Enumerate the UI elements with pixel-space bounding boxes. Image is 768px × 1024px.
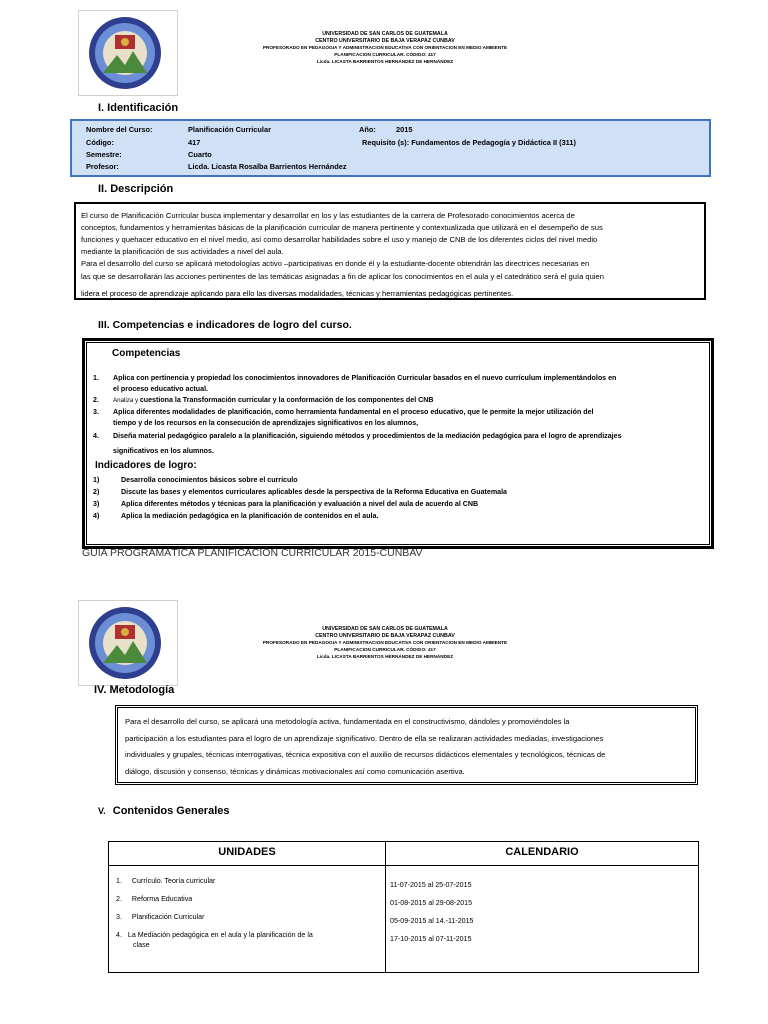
header-line: PLANIFICACION CURRICULAR. CÓDIGO: 417 bbox=[334, 51, 436, 57]
label-profesor: Profesor: bbox=[86, 162, 119, 171]
unit-item bbox=[116, 913, 204, 921]
list-number: 1. bbox=[93, 374, 99, 382]
competencia-text: el proceso educativo actual. bbox=[113, 385, 209, 394]
list-number: 4. bbox=[116, 931, 122, 939]
unit-text: La Mediación pedagógica en el aula y la planificación de la bbox=[127, 931, 313, 939]
competencia-text: Aplica diferentes modalidades de planificación, como herramienta fundamental en el proceso educativo, que le permite la mejor utilización del bbox=[113, 408, 594, 416]
descripcion-line: El curso de Planificación Curricular busca implementar y desarrollar en los y las estudiantes de la carrera de Profesorado conocimientos acerca de bbox=[81, 211, 575, 220]
value-nombre: Planificación Curricular bbox=[188, 125, 271, 134]
list-number: 2. bbox=[116, 895, 122, 903]
indicador-text: Desarrolla conocimientos básicos sobre el currículo bbox=[121, 476, 298, 484]
identification-table bbox=[70, 119, 711, 177]
unit-text: Planificación Curricular bbox=[131, 913, 205, 921]
competencia-item bbox=[93, 407, 703, 430]
descripcion-line: conceptos, fundamentos y herramientas básicas de la planificación curricular de manera pertinente y contextualizada que utilizará en el desempeño de sus bbox=[81, 223, 603, 233]
competencia-item bbox=[93, 431, 703, 458]
page-header bbox=[200, 626, 570, 661]
header-line: Licda. LICASTA BARRIENTOS HERNÁNDEZ DE HERNÁNDEZ bbox=[316, 653, 454, 659]
section-title-contenidos bbox=[98, 805, 230, 817]
value-anio: 2015 bbox=[396, 125, 413, 134]
unit-text-continuation: clase bbox=[133, 941, 150, 949]
indicadores-title: Indicadores de logro: bbox=[95, 460, 197, 471]
list-number: 4. bbox=[93, 432, 99, 440]
table-divider-horizontal bbox=[109, 865, 698, 866]
header-line: Licda. LICASTA BARRIENTOS HERNÁNDEZ DE HERNÁNDEZ bbox=[316, 58, 454, 64]
competencia-text: cuestiona la Transformación curricular y la conformación de los componentes del CNB bbox=[139, 396, 434, 404]
indicador-text: Discute las bases y elementos curriculares aplicables desde la perspectiva de la Reforma Educativa en Guatemala bbox=[121, 488, 507, 496]
section-title-metodologia: IV. Metodología bbox=[94, 684, 175, 696]
list-number: 1) bbox=[93, 476, 100, 484]
seal-icon bbox=[87, 15, 163, 91]
unit-text: Reforma Educativa bbox=[131, 895, 193, 903]
section-title-descripcion: II. Descripción bbox=[98, 183, 174, 195]
value-semestre: Cuarto bbox=[188, 150, 212, 159]
university-logo bbox=[78, 600, 178, 686]
value-profesor: Licda. Licasta Rosalba Barrientos Hernández bbox=[188, 162, 347, 171]
list-number: 2. bbox=[93, 396, 99, 404]
list-number: 3. bbox=[93, 408, 99, 416]
column-header-calendario: CALENDARIO bbox=[505, 846, 579, 858]
label-semestre: Semestre: bbox=[86, 150, 122, 159]
page-footer-title: GUÍA PROGRAMÁTICA PLANIFICACIÓN CURRICULAR 2015-CUNBAV bbox=[82, 547, 423, 559]
university-logo bbox=[78, 10, 178, 96]
indicador-item bbox=[93, 487, 703, 498]
column-header-unidades: UNIDADES bbox=[218, 846, 276, 858]
table-divider-vertical bbox=[385, 842, 386, 972]
contenidos-table bbox=[108, 841, 699, 973]
section-title-identificacion: I. Identificación bbox=[98, 102, 179, 114]
indicador-item bbox=[93, 499, 703, 510]
header-line: UNIVERSIDAD DE SAN CARLOS DE GUATEMALA bbox=[322, 626, 448, 632]
indicador-item bbox=[93, 475, 703, 486]
seal-icon bbox=[87, 605, 163, 681]
header-line: CENTRO UNIVERSITARIO DE BAJA VERAPAZ CUNBAV bbox=[315, 632, 455, 639]
unit-item bbox=[116, 895, 192, 903]
competencia-text: tiempo y de los recursos en la consecución de aprendizajes significativos en los alumnos, bbox=[113, 419, 419, 428]
competencia-text: Aplica con pertinencia y propiedad los conocimientos innovadores de Planificación Curricular basados en el nuevo currículum implementándolos en bbox=[113, 374, 617, 382]
label-codigo: Código: bbox=[86, 138, 114, 147]
list-number: 3. bbox=[116, 913, 122, 921]
descripcion-line: mediante la planificación de sus actividades a nivel del aula. bbox=[81, 247, 284, 257]
descripcion-line: funciones y quehacer educativo en el nivel medio, así como desarrollar habilidades sobre el uso y manejo de CNB de los diferentes ciclos del nivel medio bbox=[81, 235, 598, 245]
metodologia-box bbox=[115, 705, 698, 785]
header-line: PLANIFICACION CURRICULAR. CÓDIGO: 417 bbox=[334, 646, 436, 652]
descripcion-box bbox=[74, 202, 706, 300]
header-line: UNIVERSIDAD DE SAN CARLOS DE GUATEMALA bbox=[322, 31, 448, 37]
metodologia-line: individuales y grupales, técnicas interrogativas, técnica expositiva con el auxilio de recursos didácticos elementales y tecnológicos, técnicas de bbox=[125, 750, 606, 759]
list-number: 1. bbox=[116, 877, 122, 885]
header-line: CENTRO UNIVERSITARIO DE BAJA VERAPAZ CUNBAV bbox=[315, 37, 455, 44]
header-line: PROFESORADO EN PEDAGOGIA Y ADMINISTRACION EDUCATIVA CON ORIENTACION EN MEDIO AMBIENTE bbox=[262, 639, 508, 645]
section-title-competencias: III. Competencias e indicadores de logro del curso. bbox=[98, 319, 352, 331]
value-codigo: 417 bbox=[188, 138, 201, 147]
value-requisito: Requisito (s): Fundamentos de Pedagogía y Didáctica II (311) bbox=[362, 138, 576, 147]
calendar-date: 05-09-2015 al 14.-11-2015 bbox=[390, 917, 474, 925]
section-title-text: Contenidos Generales bbox=[112, 805, 230, 817]
descripcion-line: Para el desarrollo del curso se aplicará metodologías activo –participativas en donde él y la estudiante-docente obtendrán las directrices necesarias en bbox=[81, 259, 590, 269]
calendar-date: 11-07-2015 al 25-07-2015 bbox=[390, 881, 472, 889]
competencia-prefix: Analiza y bbox=[113, 397, 140, 404]
list-number: 3) bbox=[93, 500, 100, 508]
competencia-item bbox=[93, 373, 703, 396]
calendar-date: 17-10-2015 al 07-11-2015 bbox=[390, 935, 472, 943]
indicador-text: Aplica la mediación pedagógica en la planificación de contenidos en el aula. bbox=[121, 512, 379, 520]
competencia-text: Diseña material pedagógico paralelo a la planificación, siguiendo métodos y procedimientos de la mediación pedagógica para el logro de aprendizajes bbox=[113, 432, 622, 440]
unit-item bbox=[116, 930, 381, 950]
indicador-item bbox=[93, 511, 703, 522]
competencia-item bbox=[93, 395, 703, 406]
competencia-text: significativos en los alumnos. bbox=[113, 447, 214, 456]
competencias-subtitle: Competencias bbox=[112, 348, 181, 359]
calendar-date: 01-08-2015 al 29-08-2015 bbox=[390, 899, 473, 907]
descripcion-line: las que se desarrollarán las acciones pertinentes de las temáticas asignadas a fin de aplicar los conocimientos en el aula y el catedrático será el guía quien bbox=[81, 272, 605, 282]
metodologia-line: Para el desarrollo del curso, se aplicará una metodología activa, fundamentada en el constructivismo, dándoles y promoviéndoles la bbox=[125, 717, 570, 726]
unit-item bbox=[116, 877, 215, 885]
label-nombre: Nombre del Curso: bbox=[86, 125, 153, 134]
metodologia-line: participación a los estudiantes para el logro de un aprendizaje significativo. Dentro de ella se realizaran actividades mediadas, investigaciones bbox=[125, 733, 604, 743]
metodologia-line: diálogo, discusión y consenso, técnicas y dinámicas motivacionales así como comunicación asertiva. bbox=[125, 766, 465, 776]
list-number: 4) bbox=[93, 512, 100, 520]
indicador-text: Aplica diferentes métodos y técnicas para la planificación y evaluación a nivel del aula de acuerdo al CNB bbox=[121, 500, 479, 508]
list-number: 2) bbox=[93, 488, 100, 496]
unit-text: Currículo. Teoría curricular bbox=[131, 877, 216, 885]
section-number: V. bbox=[98, 806, 106, 816]
page-header bbox=[200, 31, 570, 66]
descripcion-line: lidera el proceso de aprendizaje aplicando para ello las diversas modalidades, técnicas y herramientas pedagógicas pertinentes. bbox=[81, 288, 514, 298]
header-line: PROFESORADO EN PEDAGOGIA Y ADMINISTRACION EDUCATIVA CON ORIENTACION EN MEDIO AMBIENTE bbox=[262, 44, 508, 50]
label-anio: Año: bbox=[359, 125, 376, 134]
competencias-box bbox=[82, 338, 714, 549]
